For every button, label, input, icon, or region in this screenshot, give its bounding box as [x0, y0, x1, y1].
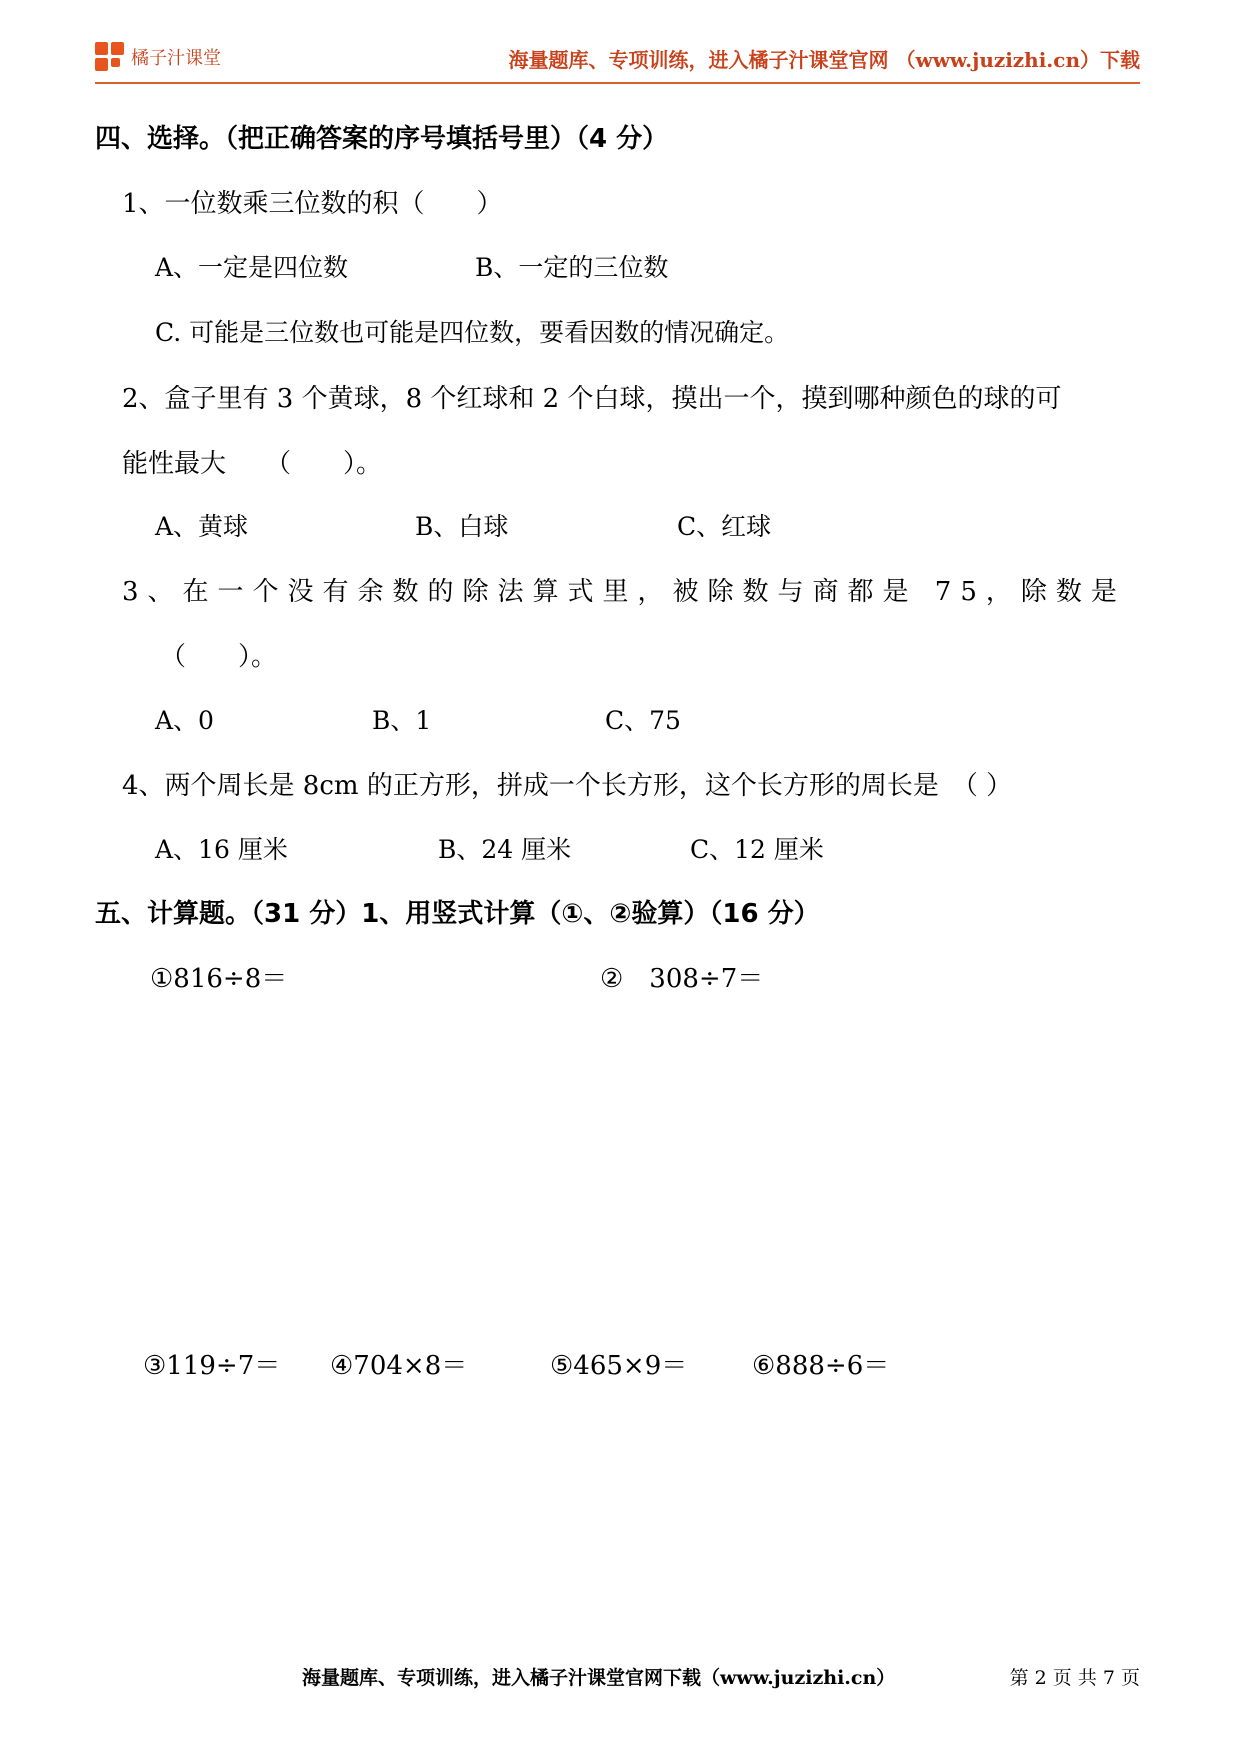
question-2-line1: 2、盒子里有 3 个黄球，8 个红球和 2 个白球，摸出一个，摸到哪种颜色的球的可 — [122, 384, 1062, 414]
question-2-line2: 能性最大 （ ）。 — [122, 449, 383, 479]
page-number: 第 2 页 共 7 页 — [1009, 1667, 1140, 1689]
brand-logo — [95, 40, 221, 74]
calc-problem-6: ⑥888÷6＝ — [752, 1351, 890, 1381]
q4-option-b: B、24 厘米 — [438, 835, 572, 864]
q4-option-c: C、12 厘米 — [690, 835, 824, 864]
q1-option-b: B、一定的三位数 — [475, 253, 669, 282]
question-3-line1: 3、在一个没有余数的除法算式里，被除数与商都是 75，除数是 — [122, 577, 1126, 607]
calc-problem-5: ⑤465×9＝ — [550, 1351, 688, 1381]
q3-option-a: A、0 — [155, 706, 214, 735]
header-slogan: 海量题库、专项训练，进入橘子汁课堂官网 （www.juzizhi.cn）下载 — [508, 48, 1140, 72]
q3-option-b: B、1 — [372, 706, 432, 735]
q3-option-c: C、75 — [605, 706, 681, 735]
question-3-line2: （ ）。 — [160, 642, 278, 672]
section5-title: 五、计算题。（31 分）1、用竖式计算（①、②验算）（16 分） — [95, 899, 820, 929]
calc-problem-4: ④704×8＝ — [330, 1351, 468, 1381]
q2-option-c: C、红球 — [677, 512, 772, 541]
question-4: 4、两个周长是 8cm 的正方形，拼成一个长方形，这个长方形的周长是 （ ） — [122, 771, 1013, 801]
footer-slogan: 海量题库、专项训练，进入橘子汁课堂官网下载（www.juzizhi.cn） — [302, 1667, 896, 1689]
header-divider — [95, 82, 1140, 84]
logo-icon — [95, 42, 125, 72]
q2-option-b: B、白球 — [415, 512, 509, 541]
calc-problem-1: ①816÷8＝ — [150, 964, 288, 994]
q1-option-a: A、一定是四位数 — [155, 253, 349, 282]
q1-option-c: C. 可能是三位数也可能是四位数，要看因数的情况确定。 — [155, 318, 790, 347]
question-1: 1、一位数乘三位数的积（ ） — [122, 189, 503, 219]
q4-option-a: A、16 厘米 — [155, 835, 288, 864]
q2-option-a: A、黄球 — [155, 512, 249, 541]
calc-problem-2: ② 308÷7＝ — [600, 964, 764, 994]
calc-problem-3: ③119÷7＝ — [143, 1351, 281, 1381]
logo-text: 橘子汁课堂 — [131, 48, 221, 69]
section4-title: 四、选择。（把正确答案的序号填括号里）（4 分） — [95, 124, 669, 154]
